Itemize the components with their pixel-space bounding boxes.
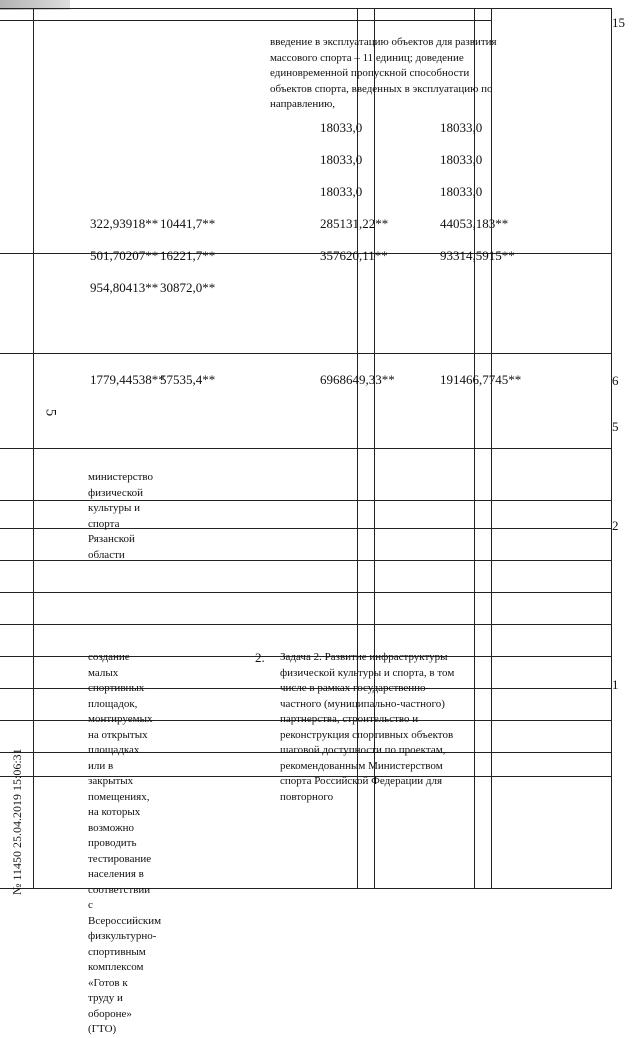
row-b-sub2-col11: 44053,183** (440, 216, 509, 231)
row-a-sub2-col6: 57535,4** (160, 372, 216, 387)
row-a-sub2-col9: 30872,0** (160, 280, 216, 295)
table-border (0, 8, 612, 9)
row-b-sub2-col12: 18033,0 (440, 184, 483, 199)
table-border (0, 353, 612, 354)
row-a-sub1-col11: 322,93918** (90, 216, 159, 231)
row-b-sub1-col12: 18033,0 (320, 184, 363, 199)
row-b-sub2-col13: 18033,0 (440, 152, 483, 167)
row-b-sub2-col10: 93314,5915** (440, 248, 515, 263)
row-b-sub2-col14: 18033,0 (440, 120, 483, 135)
row-a-sub2-col10: 16221,7** (160, 248, 216, 263)
row-b-col15: введение в эксплуатацию объектов для развития массового спорта – 11 единиц; доведение единовременной пропускной способности объектов спорта, введенных в эксплуатацию по направлению, (270, 36, 497, 110)
row-a-sub1-col10: 501,70207** (90, 248, 159, 263)
row-b-sub1-col10: 357620,11** (320, 248, 388, 263)
stamp-text: № 11450 25.04.2019 15:06:31 (10, 748, 24, 895)
col-header-1: 1 (612, 677, 619, 692)
row-b-sub1-col11: 285131,22** (320, 216, 389, 231)
table-border (0, 448, 612, 449)
col-header-2: 2 (612, 518, 619, 533)
col-header-15: 15 (612, 15, 625, 30)
table-border (0, 624, 612, 625)
col-header-6: 6 (612, 373, 619, 388)
row-a-sub1-col9: 954,80413** (90, 280, 159, 295)
row-b-sub1-col13: 18033,0 (320, 152, 363, 167)
row-b-sub2-col6: 191466,7745** (440, 372, 522, 387)
row-a-sub2-col11: 10441,7** (160, 216, 216, 231)
row-b-sub1-col14: 18033,0 (320, 120, 363, 135)
document-stamp (8, 748, 288, 895)
page-number: 5 (42, 408, 59, 417)
col-header-5: 5 (612, 419, 619, 434)
row-a-col2: создание малых спортивных площадок, монтируемых на открытых площадках или в закрытых помещениях, на которых возможно проводить тестирование населения в соответствии с Всероссийским физкультурно-спортивным комплексом «Готов к труду и обороне» (ГТО) (88, 651, 162, 1035)
table-border (0, 592, 612, 593)
table-border (0, 20, 492, 21)
row-b-number: 2. (255, 650, 265, 665)
row-b-sub1-col6: 6968649,33** (320, 372, 395, 387)
row-b-col2: Задача 2. Развитие инфраструктуры физической культуры и спорта, в том числе в рамках государственно-частного (муниципально-частного) партнерства, строительство и реконструкция спортивных объектов шаговой доступности по проектам, рекомендованным Министерством спорта Российской Федерации для повторного (280, 651, 455, 803)
row-a-sub1-col6: 1779,44538** (90, 372, 165, 387)
row-a-col3: министерство физической культуры и спорта Рязанской области (88, 471, 154, 561)
